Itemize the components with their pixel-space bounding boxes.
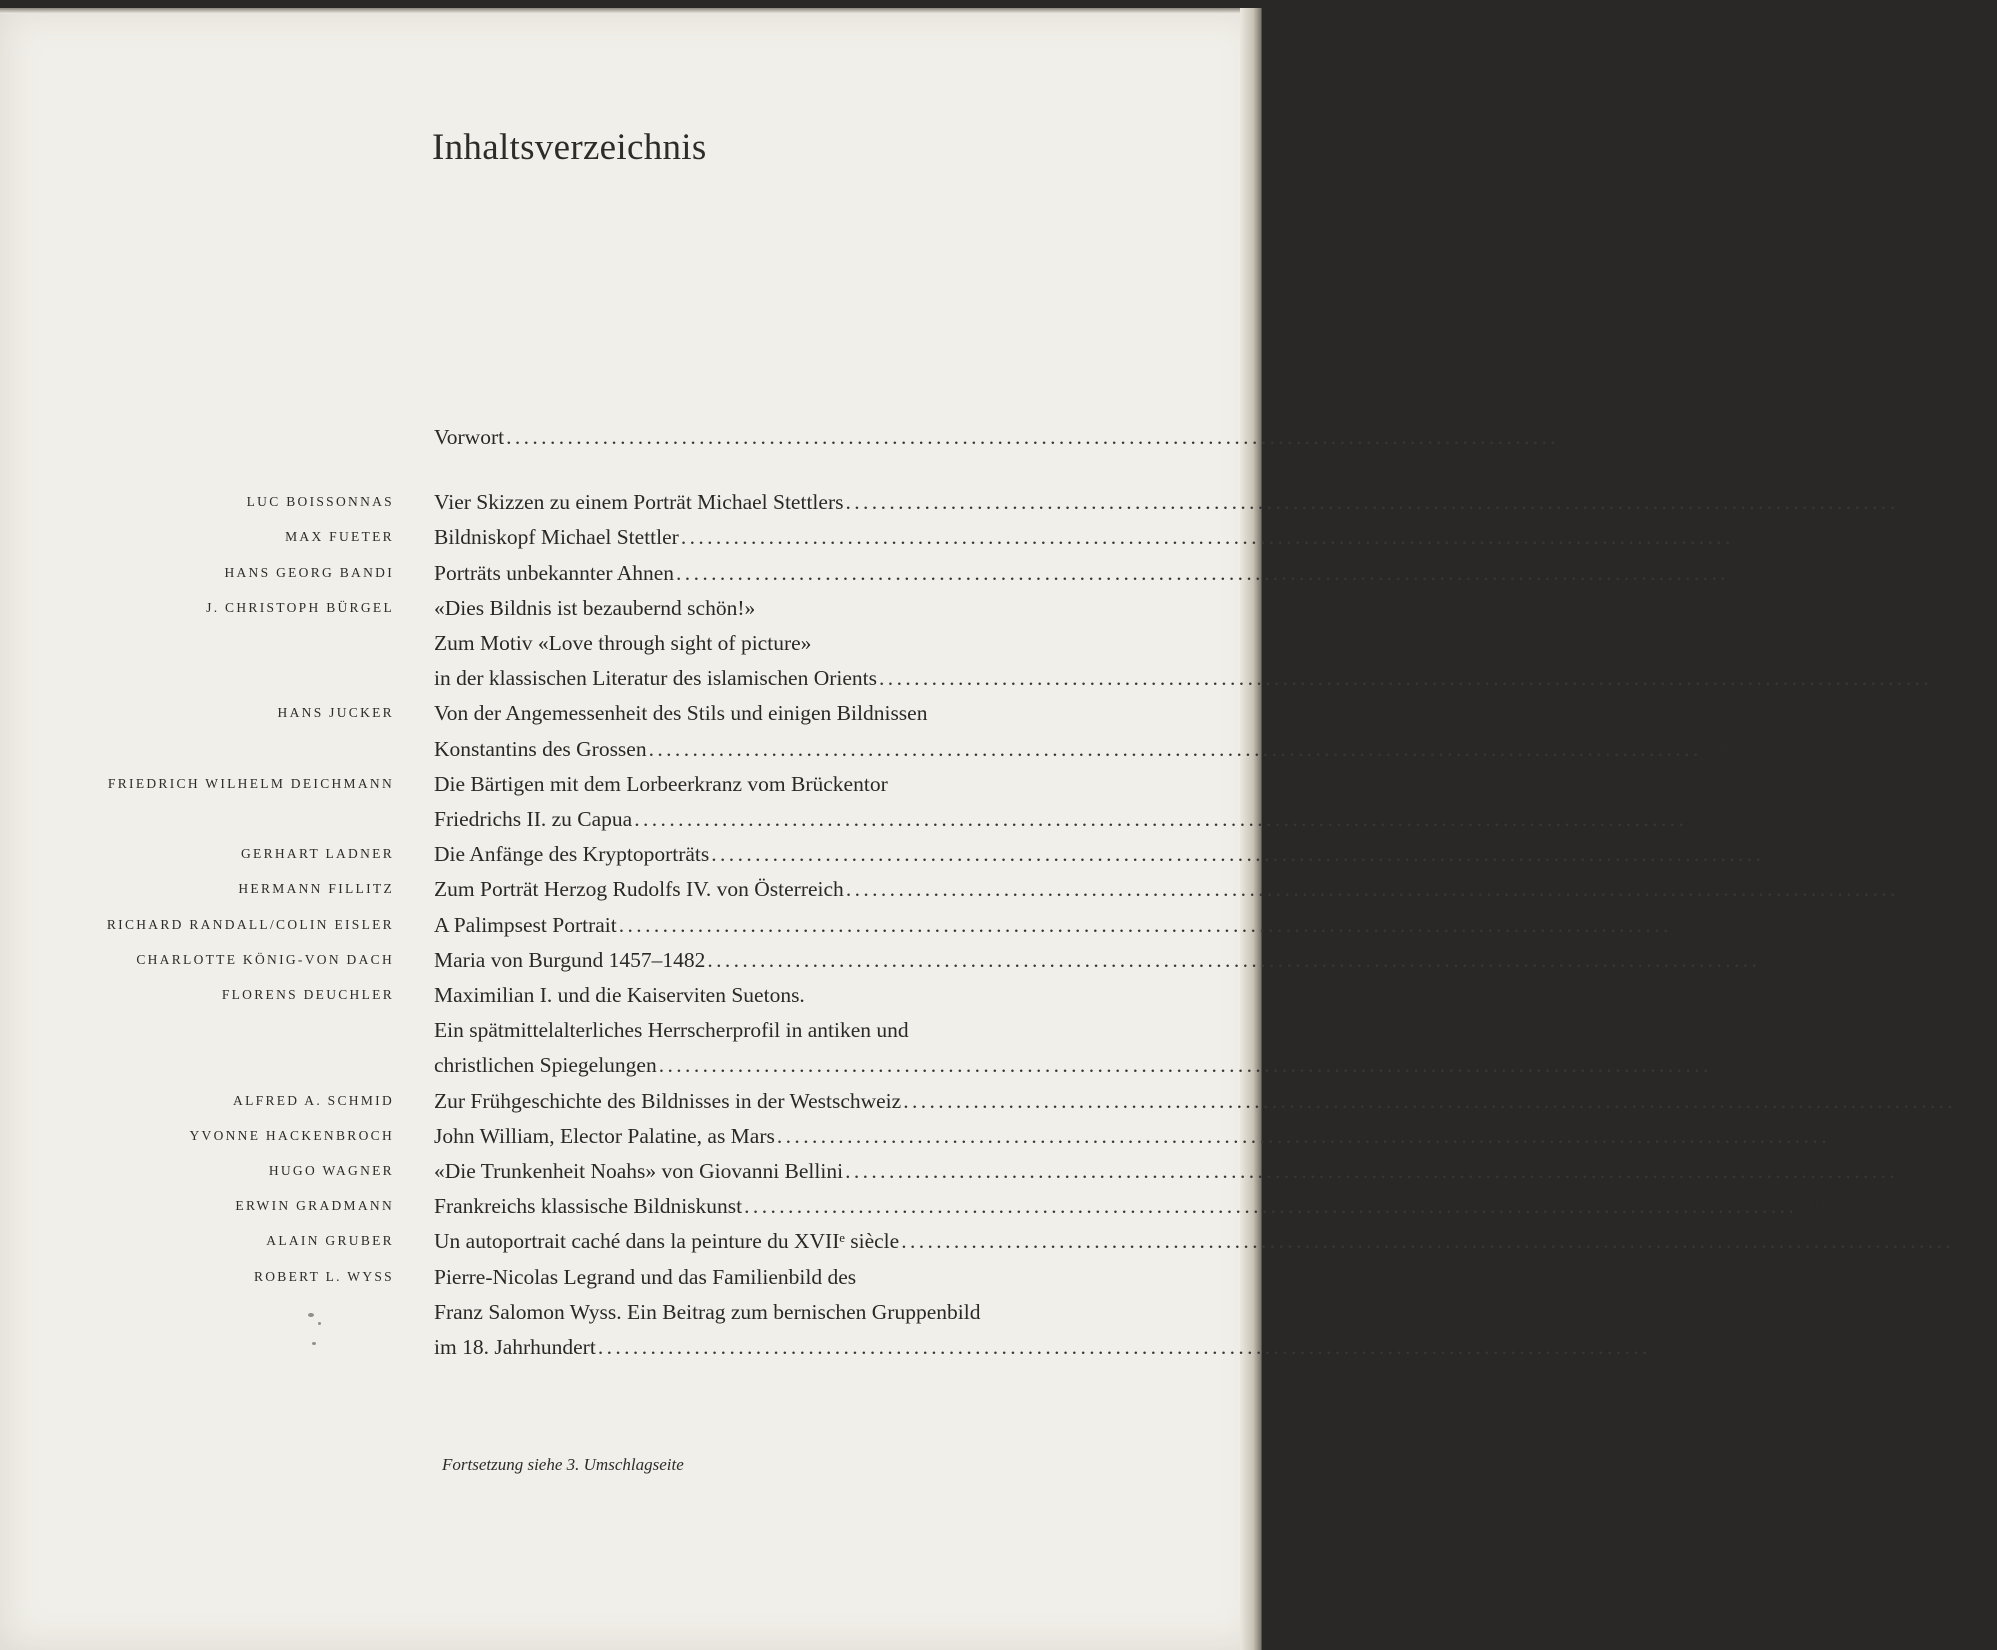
toc-entry-title: Maximilian I. und die Kaiserviten Suetons. [434, 983, 805, 1007]
toc-page-number: 19 [1741, 560, 1766, 585]
toc-entry [434, 626, 1118, 660]
toc-page-number: 212 [1960, 1229, 1996, 1254]
toc-row [0, 661, 1969, 695]
toc-author: RICHARD RANDALL/COLIN EISLER [106, 916, 394, 932]
toc-entry [434, 1224, 1996, 1258]
toc-row [0, 767, 1262, 801]
toc-author: HERMANN FILLITZ [238, 881, 394, 897]
toc-row [0, 1119, 1872, 1153]
toc-author: YVONNE HACKENBROCH [189, 1127, 394, 1143]
toc-entry-title: Ein spätmittelalterliches Herrscherprofil in antiken und [434, 1018, 909, 1043]
toc-entry [434, 943, 1801, 977]
toc-row [0, 837, 1801, 871]
toc-author: HANS GEORG BANDI [224, 564, 394, 580]
toc-page-number: 78 [1776, 842, 1801, 867]
toc-entry-title: Zum Porträt Herzog Rudolfs IV. von Österreich [434, 877, 844, 902]
toc-entry-title: Friedrichs II. zu Capua [434, 807, 633, 831]
dot-leader: ........................................................................................................................ [597, 1335, 1651, 1359]
toc-entry [434, 1295, 1118, 1329]
toc-entry [434, 1048, 1753, 1082]
toc-author: GERHART LADNER [240, 846, 394, 862]
toc-author: ERWIN GRADMANN [235, 1198, 394, 1214]
toc-row [0, 420, 1596, 454]
page-title: Inhaltsverzeichnis [432, 127, 707, 168]
toc-entry-title: John William, Elector Palatine, as Mars [434, 1123, 775, 1148]
toc-row [0, 908, 1713, 942]
toc-row [0, 872, 1935, 906]
dot-leader: ........................................................................................................................ [711, 842, 1765, 867]
toc-page-number: 31 [1944, 666, 1969, 691]
toc-page-number: 104 [1677, 912, 1713, 937]
dot-leader: ........................................................................................................................ [680, 525, 1734, 550]
toc-row [0, 1154, 1940, 1188]
dot-leader: ........................................................................................................................ [658, 1053, 1712, 1078]
ink-speck [312, 1342, 316, 1345]
toc-entry-title: Frankreichs klassische Bildniskunst [434, 1194, 743, 1219]
toc-page-number: 129 [1717, 1053, 1753, 1078]
toc-author: ALAIN GRUBER [266, 1233, 394, 1249]
toc-entry-title: Die Anfänge des Kryptoporträts [434, 842, 710, 867]
toc-row [0, 732, 1738, 766]
toc-row [0, 1224, 1996, 1258]
toc-entry [434, 1119, 1872, 1153]
dot-leader: ........................................................................................................................ [744, 1194, 1798, 1219]
toc-entry [434, 420, 1596, 454]
toc-page-number: 216 [1656, 1335, 1693, 1359]
toc-author: J. CHRISTOPH BÜRGEL [206, 599, 394, 615]
toc-entry [434, 696, 1118, 730]
toc-entry-title: Vier Skizzen zu einem Porträt Michael Stettlers [434, 490, 844, 515]
toc-row [0, 1189, 1839, 1223]
toc-page-number: 190 [1803, 1194, 1839, 1219]
continuation-note: Fortsetzung siehe 3. Umschlagseite [442, 1455, 684, 1474]
toc-author: ROBERT L. WYSS [253, 1268, 394, 1284]
toc-author: FLORENS DEUCHLER [221, 987, 394, 1002]
toc-author: FRIEDRICH WILHELM DEICHMANN [107, 775, 394, 791]
toc-author: CHARLOTTE KÖNIG-VON DACH [136, 951, 394, 967]
toc-entry-title: in der klassischen Literatur des islamischen Orients [434, 666, 878, 691]
dot-leader: ........................................................................................................................ [676, 560, 1730, 585]
toc-entry [434, 591, 1118, 625]
toc-row [0, 1295, 1262, 1329]
toc-page-number: 117 [1766, 947, 1801, 972]
dot-leader: ........................................................................................................................ [707, 947, 1761, 972]
dot-leader: ........................................................................................................................ [845, 1159, 1899, 1183]
book-page [0, 8, 1997, 1650]
toc-page-number: 13 [1910, 490, 1935, 515]
toc-author: LUC BOISSONNAS [246, 494, 394, 510]
toc-entry [434, 485, 1935, 519]
toc-entry-title: Un autoportrait caché dans la peinture du XVIIᵉ siècle [434, 1229, 900, 1254]
toc-entry [434, 520, 1770, 554]
toc-row [0, 520, 1770, 554]
toc-entry-title: Zur Frühgeschichte des Bildnisses in der Westschweiz [434, 1088, 902, 1113]
toc-row [0, 591, 1262, 625]
dot-leader: ........................................................................................................................ [634, 807, 1688, 831]
toc-entry [434, 1154, 1940, 1188]
toc-entry [434, 732, 1738, 766]
dot-leader: ........................................................................................................................ [776, 1123, 1830, 1148]
toc-entry-title: «Dies Bildnis ist bezaubernd schön!» [434, 595, 756, 620]
toc-entry-title: Zum Motiv «Love through sight of picture» [434, 631, 812, 655]
dot-leader: ........................................................................................................................ [901, 1229, 1955, 1254]
toc-entry-title: Franz Salomon Wyss. Ein Beitrag zum bernischen Gruppenbild [434, 1299, 981, 1324]
toc-entry [434, 1013, 1118, 1047]
toc-entry-title: christlichen Spiegelungen [434, 1053, 657, 1078]
toc-page-number: 11 [1572, 425, 1596, 449]
toc-entry [434, 872, 1935, 906]
toc-author: ALFRED A. SCHMID [233, 1092, 394, 1108]
dot-leader: ........................................................................................................................ [618, 912, 1672, 937]
toc-row [0, 978, 1262, 1012]
toc-entry [434, 1189, 1839, 1223]
toc-entry-title: Von der Angemessenheit des Stils und einigen Bildnissen [434, 701, 928, 726]
toc-row [0, 696, 1262, 730]
toc-row [0, 485, 1935, 519]
toc-entry [434, 556, 1766, 590]
dot-leader: ........................................................................................................................ [506, 425, 1560, 449]
toc-page-number: 167 [1835, 1123, 1872, 1148]
toc-entry-title: Maria von Burgund 1457–1482 [434, 947, 706, 972]
toc-page-number: 71 [1699, 807, 1724, 831]
toc-entry-title: Porträts unbekannter Ahnen [434, 560, 675, 585]
toc-entry-title: Vorwort [434, 425, 505, 449]
toc-entry-title: Die Bärtigen mit dem Lorbeerkranz vom Brückentor [434, 771, 888, 796]
dot-leader: ........................................................................................................................ [648, 736, 1702, 761]
page-top-edge [0, 8, 1262, 14]
ink-speck [308, 1313, 314, 1317]
toc-page-number: 99 [1911, 877, 1935, 902]
toc-row [0, 1084, 1997, 1118]
toc-row [0, 1013, 1262, 1047]
toc-page-number: 150 [1962, 1088, 1997, 1113]
toc-author: MAX FUETER [285, 529, 394, 545]
toc-entry-title: Bildniskopf Michael Stettler [434, 525, 679, 550]
toc-entry-title: A Palimpsest Portrait [434, 912, 617, 937]
toc-row [0, 943, 1801, 977]
ink-speck [318, 1322, 321, 1325]
toc-entry [434, 802, 1724, 836]
toc-entry [434, 661, 1969, 695]
toc-row [0, 1330, 1693, 1364]
toc-entry [434, 1260, 1118, 1294]
toc-entry [434, 767, 1118, 801]
toc-entry-title: im 18. Jahrhundert [434, 1335, 596, 1359]
toc-entry-title: Pierre-Nicolas Legrand und das Familienbild des [434, 1264, 857, 1289]
toc-page-number: 40 [1714, 736, 1738, 761]
toc-author: HUGO WAGNER [268, 1163, 394, 1178]
toc-page-number: 18 [1746, 525, 1770, 550]
toc-row [0, 802, 1724, 836]
toc-entry [434, 837, 1801, 871]
toc-author: HANS JUCKER [277, 705, 394, 721]
dot-leader: ........................................................................................................................ [903, 1088, 1957, 1113]
toc-page-number: 182 [1904, 1159, 1940, 1183]
dot-leader: ........................................................................................................................ [879, 666, 1933, 691]
dot-leader: ........................................................................................................................ [845, 490, 1899, 515]
toc-entry-title: «Die Trunkenheit Noahs» von Giovanni Bellini [434, 1159, 844, 1183]
toc-entry [434, 1330, 1693, 1364]
toc-entry [434, 978, 1118, 1012]
toc-row [0, 1260, 1262, 1294]
dot-leader: ........................................................................................................................ [845, 877, 1899, 902]
toc-row [0, 626, 1262, 660]
toc-row [0, 556, 1766, 590]
toc-entry [434, 908, 1713, 942]
toc-entry [434, 1084, 1997, 1118]
toc-row [0, 1048, 1753, 1082]
toc-entry-title: Konstantins des Grossen [434, 736, 647, 761]
